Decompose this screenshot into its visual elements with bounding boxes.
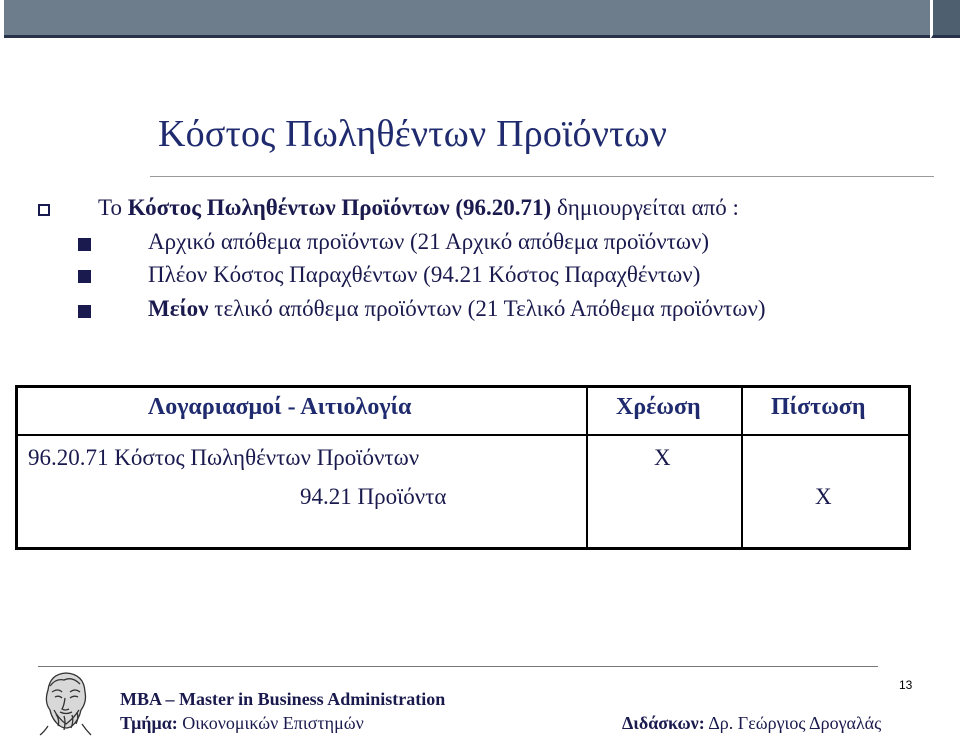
bullet-item bbox=[148, 229, 709, 255]
table-row-account: 96.20.71 Κόστος Πωληθέντων Προϊόντων bbox=[28, 445, 420, 470]
bullet-bold: Μείον bbox=[148, 296, 209, 321]
solid-square-bullet-icon bbox=[78, 238, 91, 251]
philosopher-bust-logo-icon bbox=[34, 668, 96, 736]
footer-department-label: Τμήμα: bbox=[120, 713, 178, 733]
intro-line bbox=[98, 195, 739, 221]
journal-entry-table bbox=[15, 385, 911, 550]
bullet-item bbox=[148, 262, 700, 288]
header-bar bbox=[4, 0, 930, 38]
debit-column-header: Χρέωση bbox=[616, 394, 701, 420]
accounts-column-header: Λογαριασμοί - Αιτιολογία bbox=[148, 394, 412, 420]
page-number: 13 bbox=[899, 678, 913, 692]
footer-instructor bbox=[622, 713, 881, 734]
header-row-divider bbox=[18, 434, 908, 436]
credit-column-divider bbox=[741, 388, 743, 547]
table-row-credit: Χ bbox=[815, 484, 832, 509]
slide-title: Κόστος Πωληθέντων Προϊόντων bbox=[158, 113, 668, 155]
footer-program: MBA – Master in Business Administration bbox=[120, 689, 446, 709]
bullet-item bbox=[148, 296, 766, 322]
debit-column-divider bbox=[586, 388, 588, 547]
bullet-text: τελικό απόθεμα προϊόντων (21 Τελικό Απόθεμα προϊόντων) bbox=[208, 296, 766, 321]
title-divider bbox=[150, 176, 934, 177]
bullet-text: Πλέον Κόστος Παραχθέντων (94.21 Κόστος Παραχθέντων) bbox=[148, 262, 701, 287]
footer-department bbox=[120, 713, 364, 734]
intro-bold: Κόστος Πωληθέντων Προϊόντων (96.20.71) bbox=[127, 195, 552, 220]
footer-divider bbox=[38, 666, 878, 667]
footer-department-value: Οικονομικών Επιστημών bbox=[177, 713, 364, 733]
solid-square-bullet-icon bbox=[78, 270, 91, 283]
credit-column-header: Πίστωση bbox=[771, 394, 866, 420]
solid-square-bullet-icon bbox=[78, 305, 91, 318]
table-row-account: 94.21 Προϊόντα bbox=[300, 484, 447, 509]
bullet-text: Αρχικό απόθεμα προϊόντων (21 Αρχικό απόθεμα προϊόντων) bbox=[148, 229, 710, 254]
header-corner-block bbox=[931, 0, 960, 38]
hollow-square-bullet-icon bbox=[38, 204, 50, 216]
footer-instructor-value: Δρ. Γεώργιος Δρογαλάς bbox=[704, 713, 882, 733]
intro-suffix: δημιουργείται από : bbox=[551, 195, 739, 220]
intro-prefix: Το bbox=[98, 195, 128, 220]
table-row-debit: Χ bbox=[654, 445, 671, 470]
footer-instructor-label: Διδάσκων: bbox=[622, 713, 705, 733]
